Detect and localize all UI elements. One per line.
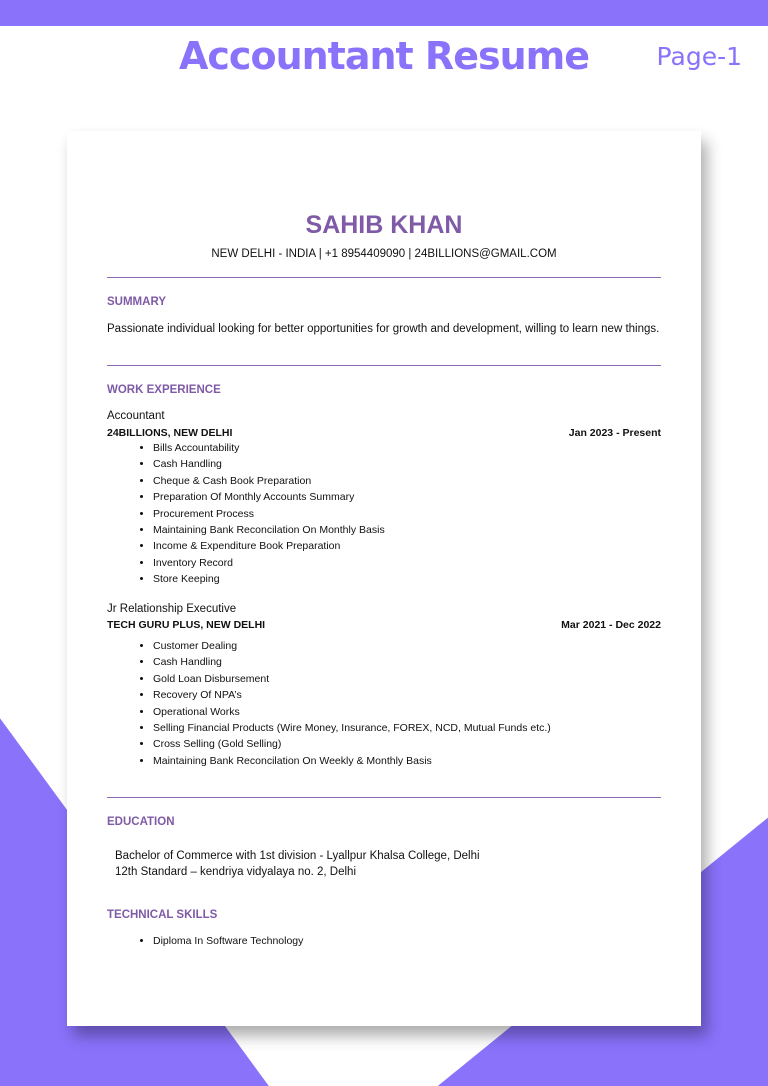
job-duties-list: [134, 638, 551, 769]
list-item: • Selling Financial Products (Wire Money, Insurance, FOREX, NCD, Mutual Funds etc.): [153, 720, 551, 736]
list-item: • Gold Loan Disbursement: [153, 671, 551, 687]
job-role: Accountant: [107, 410, 165, 422]
divider: [107, 277, 661, 278]
list-item: • Bills Accountability: [153, 440, 385, 456]
list-item: • Cross Selling (Gold Selling): [153, 736, 551, 752]
top-accent-stripe: [0, 0, 768, 26]
work-experience-heading: WORK EXPERIENCE: [107, 384, 221, 396]
education-list: [115, 848, 480, 880]
list-item: • Income & Expenditure Book Preparation: [153, 538, 385, 554]
education-heading: EDUCATION: [107, 816, 175, 828]
list-item: • Recovery Of NPA’s: [153, 687, 551, 703]
list-item: • Cheque & Cash Book Preparation: [153, 473, 385, 489]
education-line: 12th Standard – kendriya vidyalaya no. 2, Delhi: [115, 866, 357, 878]
job-duties-list: [134, 440, 385, 588]
list-item: • Maintaining Bank Reconcilation On Monthly Basis: [153, 522, 385, 538]
summary-heading: SUMMARY: [107, 296, 166, 308]
divider: [107, 365, 661, 366]
list-item: • Maintaining Bank Reconcilation On Weekly & Monthly Basis: [153, 753, 551, 769]
resume-page: [67, 131, 701, 1026]
job-role: Jr Relationship Executive: [107, 603, 237, 615]
job-dates: Mar 2021 - Dec 2022: [561, 619, 661, 631]
page-label: Page-1: [656, 42, 742, 71]
summary-text: Passionate individual looking for better opportunities for growth and development, willing to learn new things.: [107, 323, 660, 335]
list-item: • Store Keeping: [153, 571, 385, 587]
banner-title: Accountant Resume: [179, 34, 589, 78]
list-item: • Preparation Of Monthly Accounts Summary: [153, 489, 385, 505]
skills-list: [134, 933, 303, 949]
list-item: • Cash Handling: [153, 654, 551, 670]
education-line: Bachelor of Commerce with 1st division - Lyallpur Khalsa College, Delhi: [115, 850, 480, 862]
list-item: • Operational Works: [153, 704, 551, 720]
list-item: • Diploma In Software Technology: [153, 933, 303, 949]
list-item: • Procurement Process: [153, 506, 385, 522]
job-dates: Jan 2023 - Present: [568, 427, 661, 439]
list-item: • Inventory Record: [153, 555, 385, 571]
job-company: TECH GURU PLUS, NEW DELHI: [107, 619, 266, 631]
contact-line: NEW DELHI - INDIA | +1 8954409090 | 24BILLIONS@GMAIL.COM: [211, 248, 557, 260]
title-banner: [0, 26, 768, 92]
candidate-name: SAHIB KHAN: [305, 211, 463, 239]
job-company: 24BILLIONS, NEW DELHI: [107, 427, 233, 439]
list-item: • Cash Handling: [153, 456, 385, 472]
divider: [107, 797, 661, 798]
technical-skills-heading: TECHNICAL SKILLS: [107, 909, 218, 921]
list-item: • Customer Dealing: [153, 638, 551, 654]
